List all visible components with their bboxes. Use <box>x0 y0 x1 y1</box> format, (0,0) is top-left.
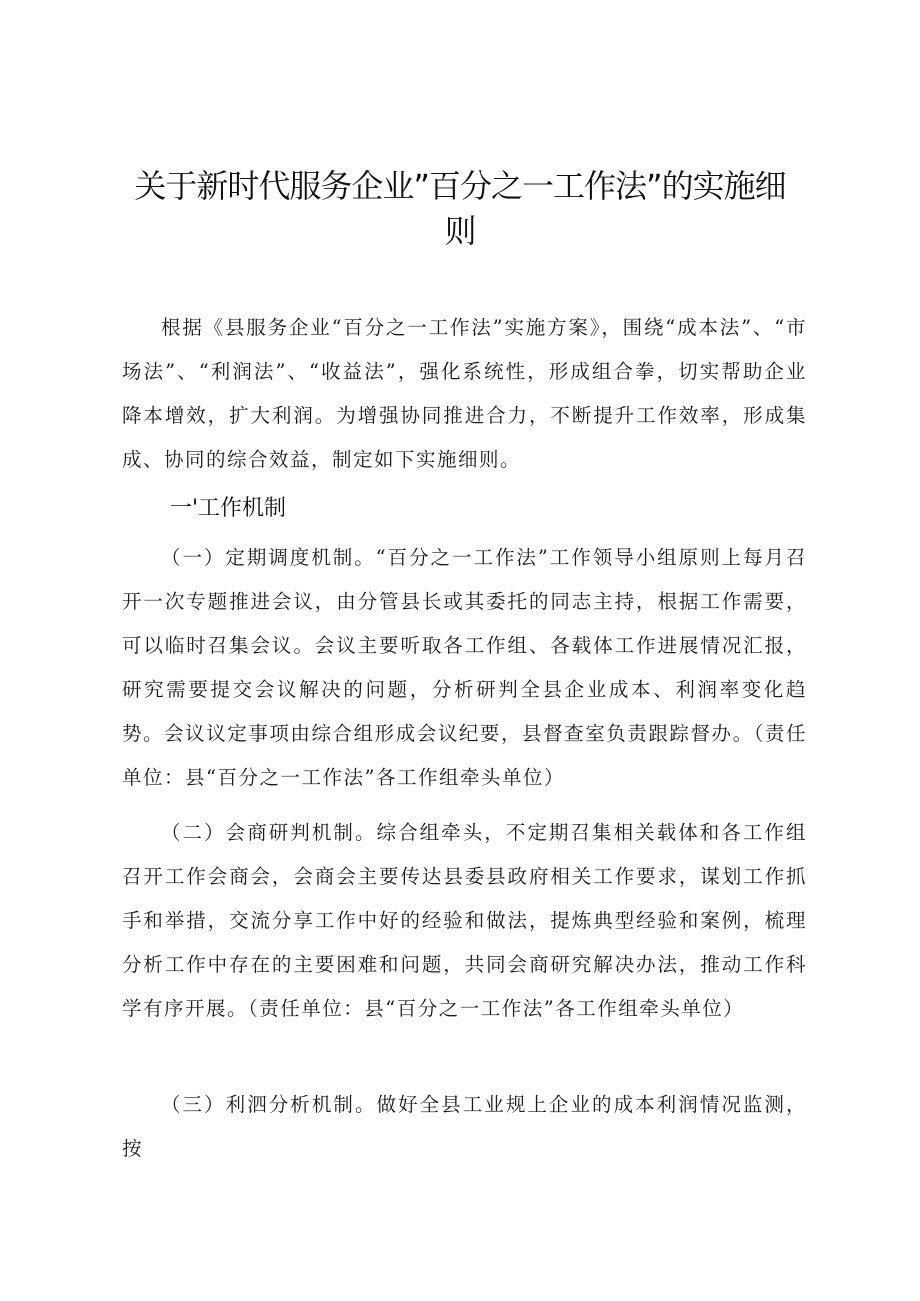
section-heading: 一'工作机制 <box>170 496 287 521</box>
item-paragraph-2: （二）会商研判机制。综合组牵头，不定期召集相关载体和各工作组召开工作会商会，会商会主要传达县委县政府相关工作要求，谋划工作抓手和举措，交流分享工作中好的经验和做法，提炼典型经验和案例，梳理分析工作中存在的主要困难和问题，共同会商研究解决办法，推动工作科学有序开展。（责任单位：县“百分之一工作法”各工作组牵头单位） <box>122 821 807 1020</box>
intro-paragraph: 根据《县服务企业“百分之一工作法”实施方案》，围绕“成本法”、“市场法”、“利润法”、“收益法”，强化系统性，形成组合拳，切实帮助企业降本增效，扩大利润。为增强协同推进合力，不断提升工作效率，形成集成、协同的综合效益，制定如下实施细则。 <box>122 316 807 471</box>
document-title: 关于新时代服务企业”百分之一工作法”的实施细则 <box>134 167 786 250</box>
item-paragraph-3: （三）利泗分析机制。做好全县工业规上企业的成本利润情况监测，按 <box>122 1093 807 1160</box>
item-paragraph-1: （一）定期调度机制。“百分之一工作法”工作领导小组原则上每月召开一次专题推进会议，由分管县长或其委托的同志主持，根据工作需要，可以临时召集会议。会议主要听取各工作组、各载体工作进展情况汇报，研究需要提交会议解决的问题，分析研判全县企业成本、利润率变化趋势。会议议定事项由综合组形成会议纪要，县督查室负责跟踪督办。（责任单位：县“百分之一工作法”各工作组牵头单位） <box>122 546 807 789</box>
